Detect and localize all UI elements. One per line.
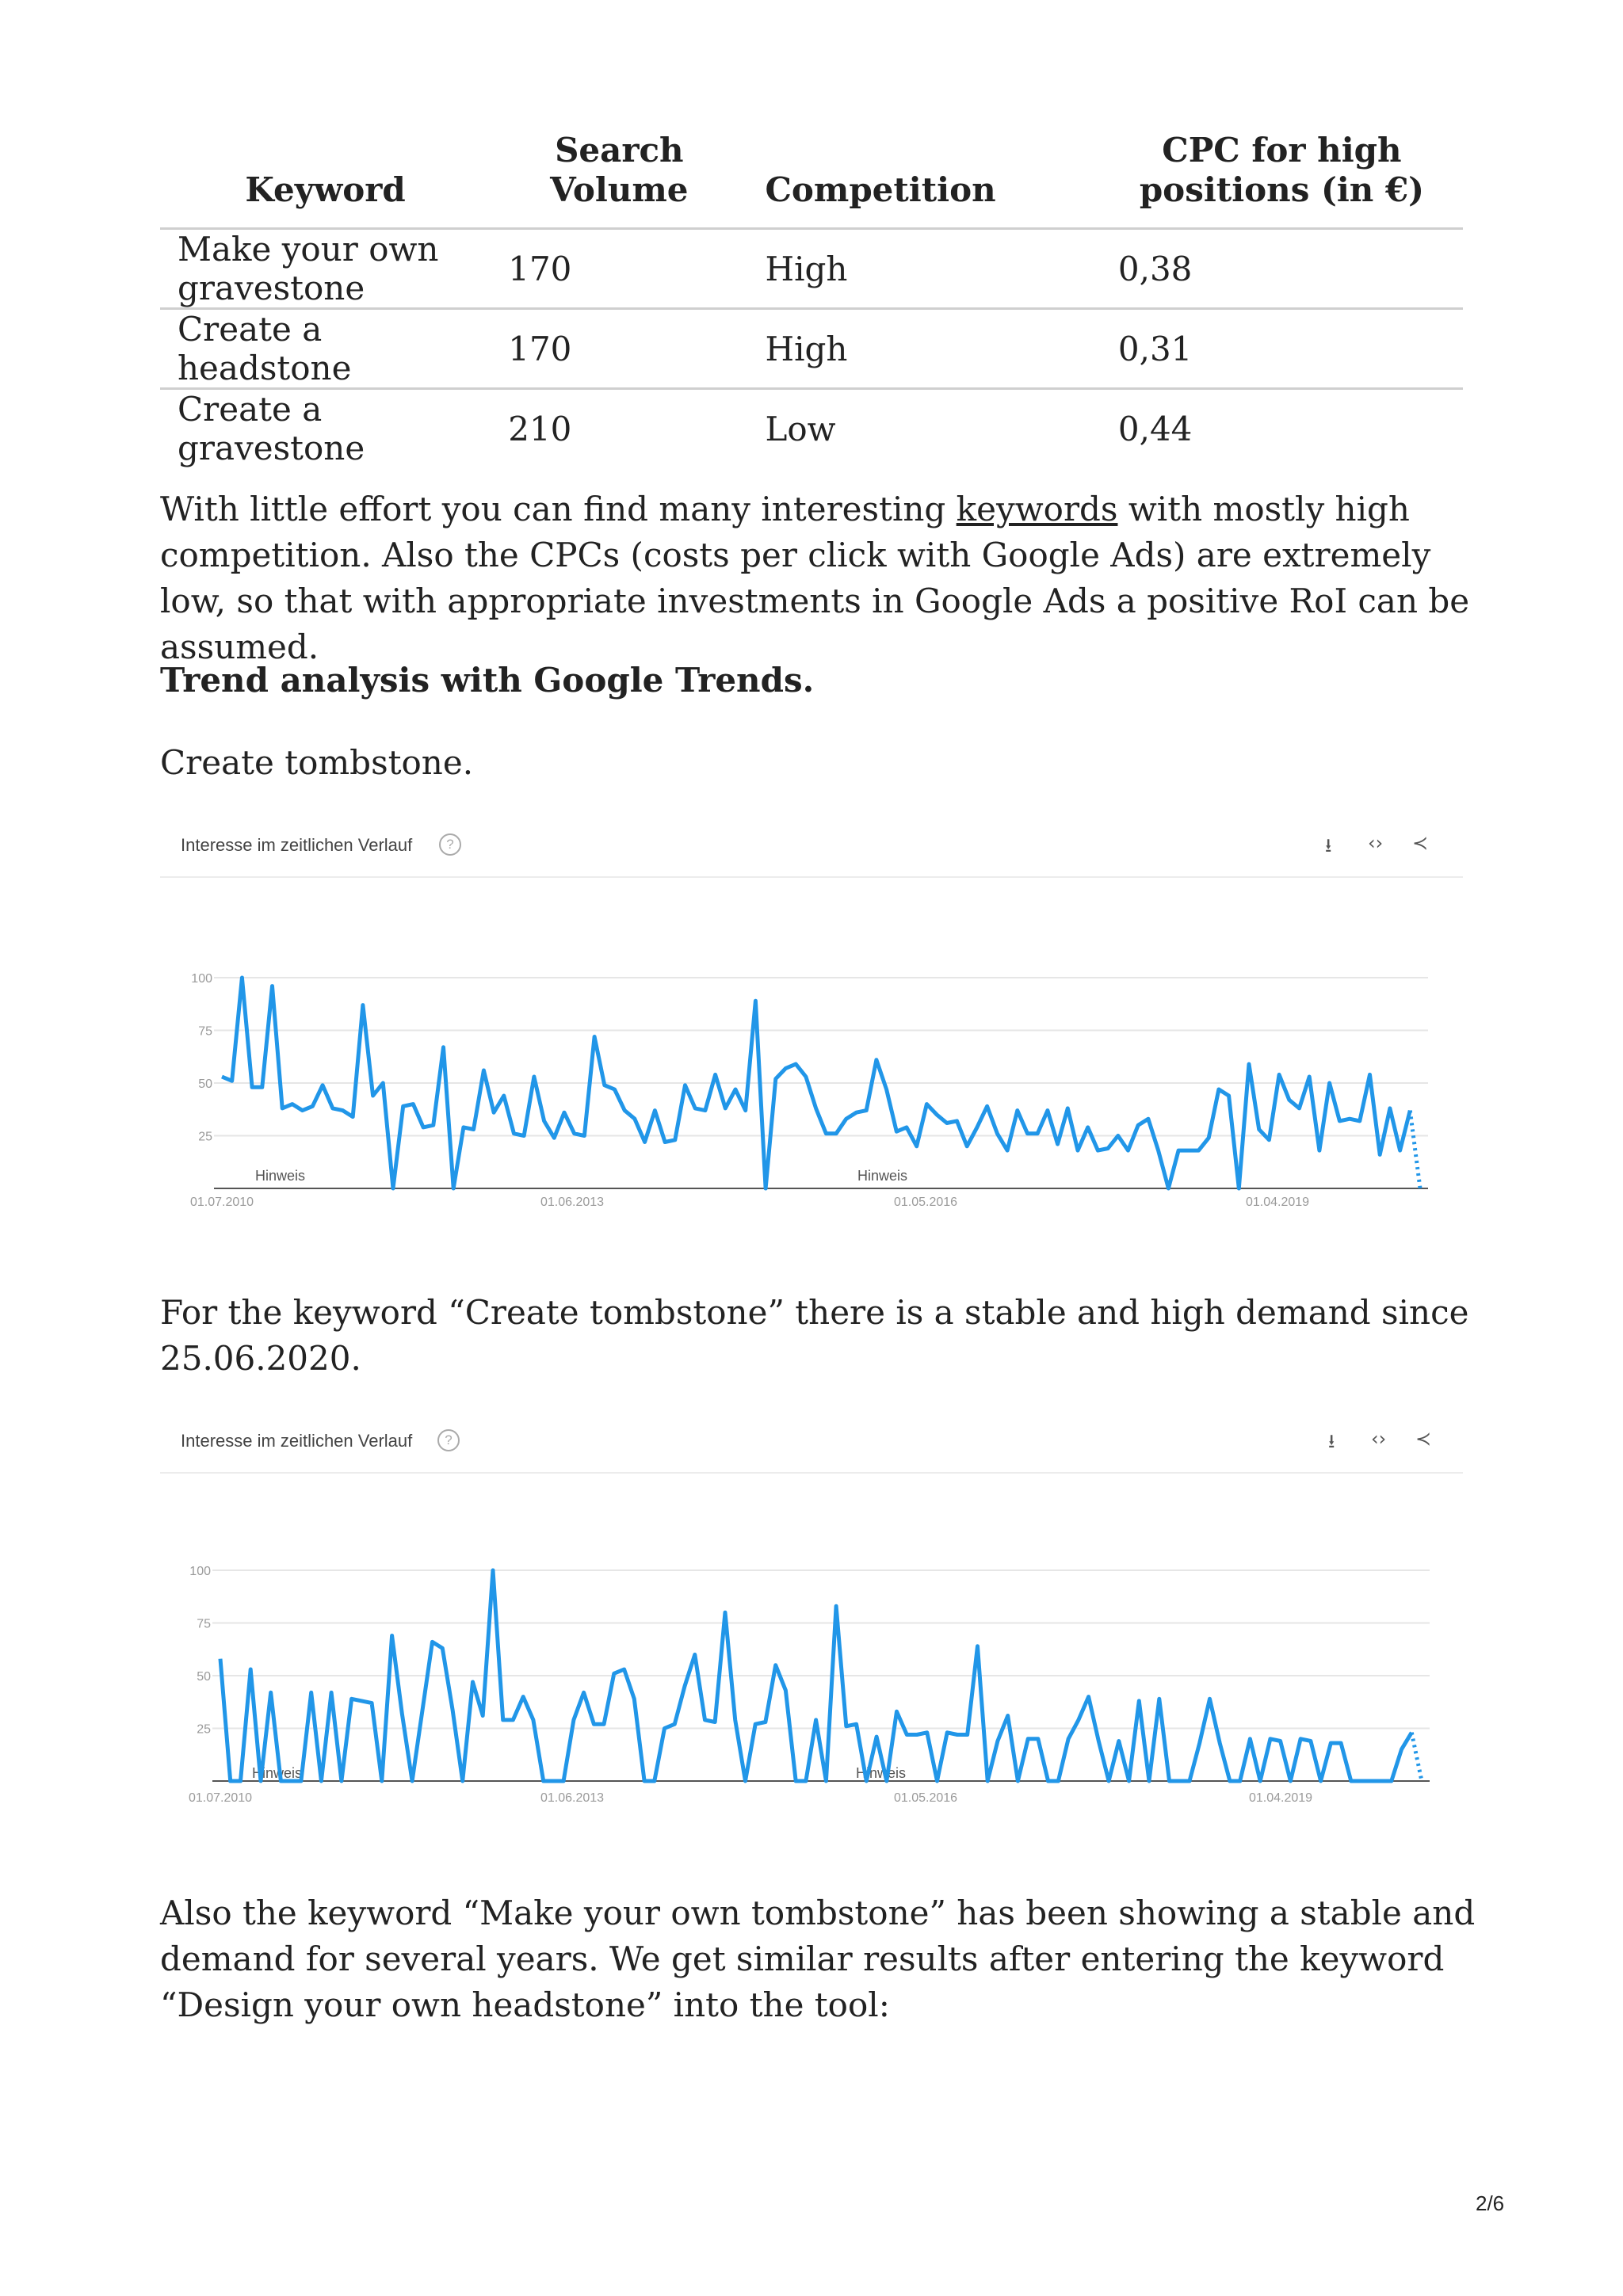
table-header-row: [160, 131, 1463, 229]
y-tick-label: 75: [197, 1617, 211, 1631]
annotation-label: Hinweis: [856, 1765, 907, 1781]
trend-title: Interesse im zeitlichen Verlauf: [181, 1431, 413, 1451]
embed-icon[interactable]: ‹›: [1371, 1428, 1387, 1450]
annotation-label: Hinweis: [857, 1168, 908, 1184]
cell-volume: 170: [491, 229, 747, 309]
trend-line-partial: [1411, 1733, 1422, 1781]
cell-keyword: Make your own gravestone: [160, 229, 491, 309]
paragraph-stable-demand: For the keyword “Create tombstone” there is a stable and high demand since 25.06.2020.: [160, 1293, 1469, 1378]
cell-competition: High: [747, 309, 1100, 389]
y-tick-label: 25: [198, 1130, 212, 1144]
download-icon[interactable]: ⭳: [1325, 834, 1332, 856]
paragraph-text: with mostly high competition. Also the CPCs (costs per click with Google Ads) are extremely low, so that with appropriate investments in Google Ads a positive RoI can be assumed.: [160, 490, 1470, 666]
x-tick-label: 01.06.2013: [540, 1196, 605, 1209]
cell-keyword: Create a headstone: [160, 309, 491, 389]
paragraph-text: With little effort you can find many interesting: [160, 490, 946, 528]
keyword-table: [160, 131, 1463, 467]
x-tick-label: 01.04.2019: [1245, 1196, 1310, 1209]
table-row: [160, 389, 1463, 468]
y-tick-label: 50: [198, 1077, 212, 1091]
cell-cpc: 0,31: [1101, 309, 1463, 389]
trend-chart-2: [160, 1472, 1463, 1827]
header-search-volume: Search Volume: [491, 131, 747, 229]
y-tick-label: 25: [197, 1722, 211, 1737]
trend-title: Interesse im zeitlichen Verlauf: [181, 835, 413, 855]
table-row: [160, 229, 1463, 309]
x-tick-label: 01.07.2010: [188, 1791, 253, 1805]
subheading-text: Create tombstone.: [160, 743, 474, 782]
table-row: [160, 309, 1463, 389]
x-tick-label: 01.07.2010: [189, 1196, 254, 1209]
annotation-label: Hinweis: [252, 1765, 303, 1781]
paragraph-keywords: [160, 486, 1491, 670]
download-icon[interactable]: ⭳: [1328, 1430, 1335, 1452]
help-icon[interactable]: ?: [439, 833, 461, 856]
cell-keyword: Create a gravestone: [178, 390, 365, 467]
cell-competition: High: [747, 229, 1100, 309]
keywords-link[interactable]: keywords: [956, 490, 1118, 528]
trend-chart-1: [160, 876, 1463, 1253]
trend-widget-1: [160, 819, 1463, 1253]
help-icon[interactable]: ?: [437, 1429, 460, 1451]
cell-cpc: 0,38: [1101, 229, 1463, 309]
paragraph-own-tombstone: Also the keyword “Make your own tombstone” has been showing a stable and demand for several years. We get similar results after entering the keyword “Design your own headstone” into the tool:: [160, 1894, 1476, 2024]
y-tick-label: 100: [191, 972, 212, 986]
cell-volume: 170: [491, 309, 747, 389]
cell-competition: Low: [765, 409, 836, 448]
section-heading: Trend analysis with Google Trends.: [160, 661, 815, 700]
y-tick-label: 75: [198, 1024, 212, 1039]
share-icon[interactable]: ≺: [1412, 832, 1429, 854]
trend-widget-2: [160, 1415, 1463, 1827]
cell-cpc: 0,44: [1117, 409, 1193, 448]
y-tick-label: 50: [197, 1670, 211, 1684]
annotation-label: Hinweis: [255, 1168, 306, 1184]
x-tick-label: 01.04.2019: [1248, 1791, 1313, 1805]
trend-header: [160, 819, 1463, 878]
header-keyword: Keyword: [160, 131, 491, 229]
trend-line-partial: [1410, 1111, 1420, 1188]
page-number: 2/6: [1476, 2191, 1505, 2215]
x-tick-label: 01.05.2016: [893, 1196, 958, 1209]
x-tick-label: 01.05.2016: [893, 1791, 958, 1805]
y-tick-label: 100: [189, 1565, 211, 1578]
header-cpc: CPC for high positions (in €): [1101, 131, 1463, 229]
share-icon[interactable]: ≺: [1415, 1428, 1432, 1450]
cell-volume: 210: [508, 409, 572, 448]
x-tick-label: 01.06.2013: [540, 1791, 605, 1805]
embed-icon[interactable]: ‹›: [1368, 832, 1384, 854]
trend-header: [160, 1415, 1463, 1474]
header-competition: Competition: [747, 131, 1100, 229]
